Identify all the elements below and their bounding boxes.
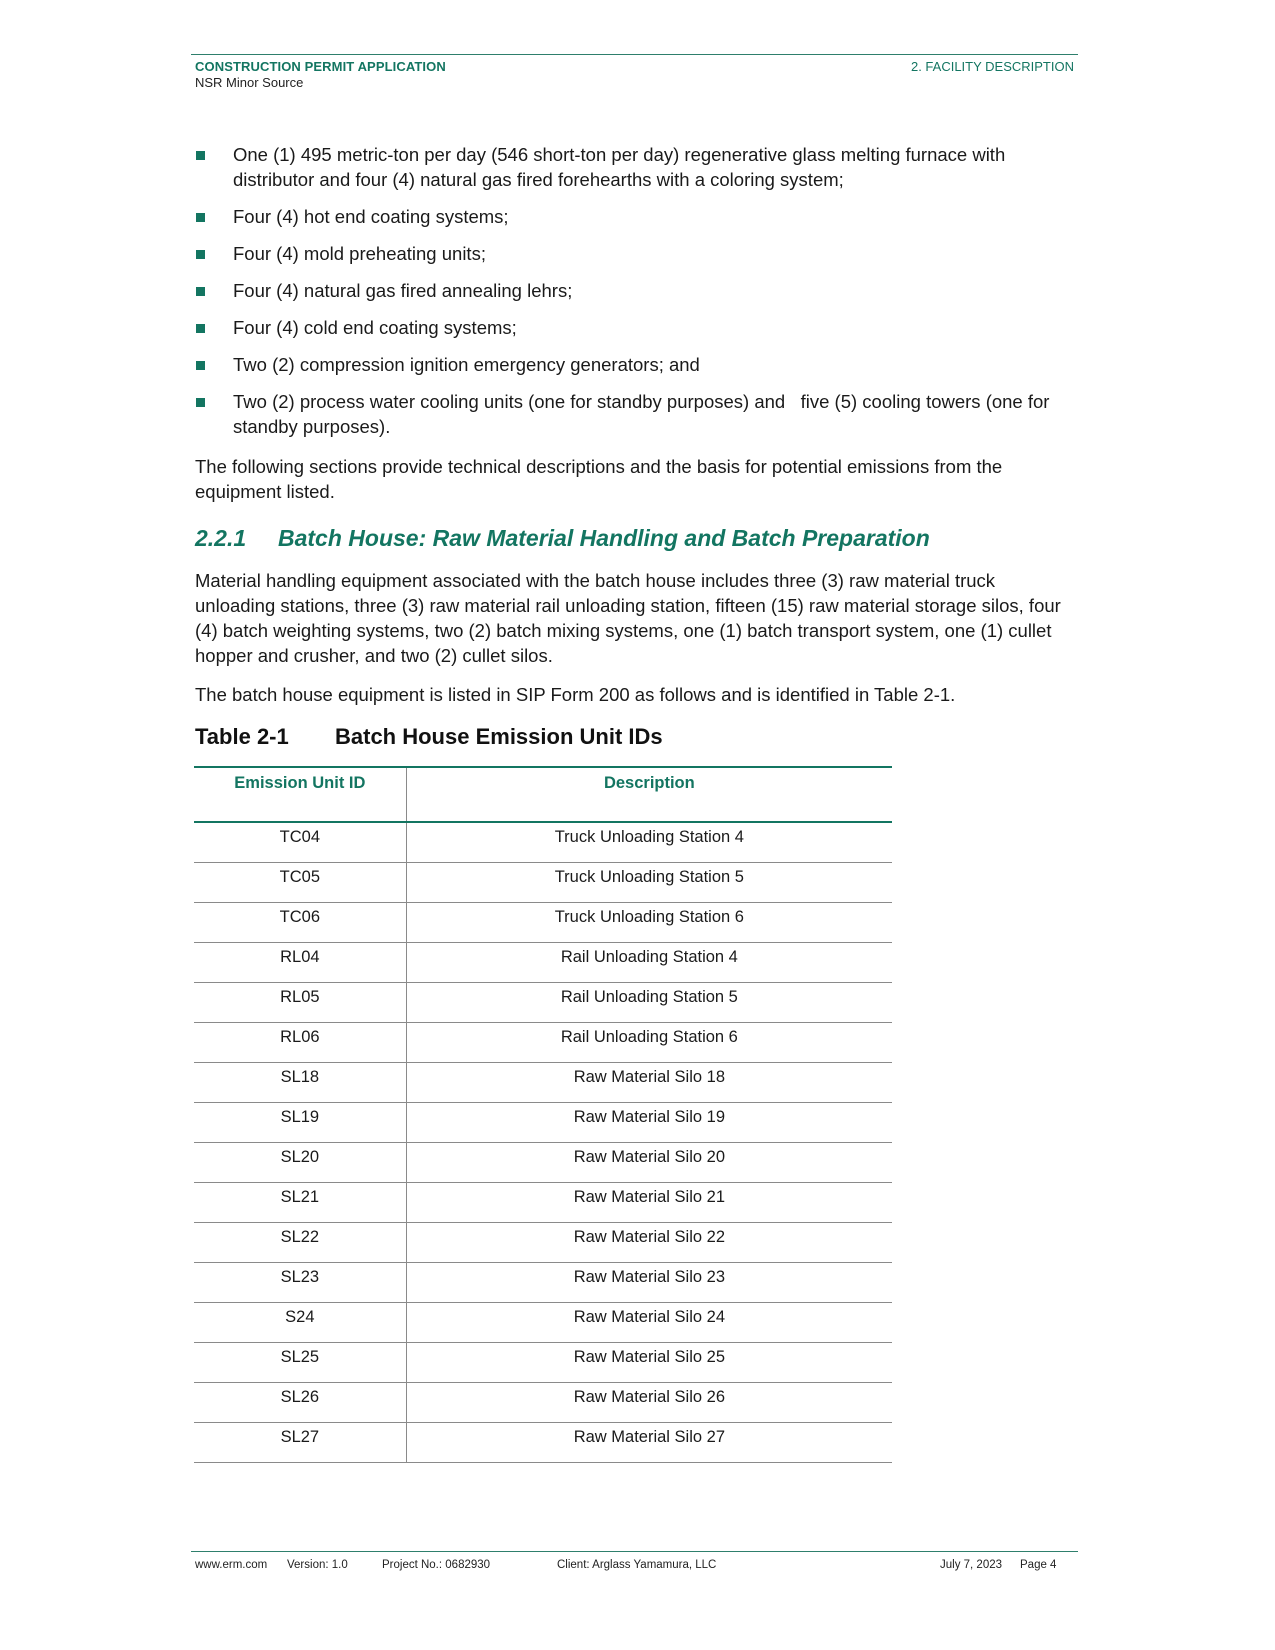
footer-project: Project No.: 0682930 <box>382 1559 491 1571</box>
emission-unit-table <box>194 766 892 1463</box>
cell-unit-id: SL20 <box>194 1142 406 1182</box>
cell-unit-id: RL04 <box>194 942 406 982</box>
section-title: Batch House: Raw Material Handling and Batch Preparation <box>278 525 930 551</box>
cell-description: Truck Unloading Station 5 <box>406 862 892 902</box>
table-row <box>194 1422 892 1462</box>
table-row <box>194 822 892 862</box>
cell-description: Raw Material Silo 22 <box>406 1222 892 1262</box>
cell-description: Rail Unloading Station 6 <box>406 1022 892 1062</box>
footer-page-number: Page 4 <box>1020 1559 1057 1571</box>
list-item: Four (4) natural gas fired annealing lehrs; <box>195 278 1075 303</box>
cell-description: Raw Material Silo 23 <box>406 1262 892 1302</box>
table-number: Table 2-1 <box>195 724 289 749</box>
equipment-list <box>195 142 1075 451</box>
section-number: 2.2.1 <box>195 525 247 551</box>
cell-description: Raw Material Silo 19 <box>406 1102 892 1142</box>
cell-unit-id: SL25 <box>194 1342 406 1382</box>
list-item: One (1) 495 metric-ton per day (546 short-ton per day) regenerative glass melting furnace with distributor and four (4) natural gas fired forehearths with a coloring system; <box>195 142 1075 192</box>
cell-unit-id: SL26 <box>194 1382 406 1422</box>
table-row <box>194 1302 892 1342</box>
header-section: 2. FACILITY DESCRIPTION <box>910 59 1074 74</box>
body-paragraph: Material handling equipment associated with the batch house includes three (3) raw material truck unloading stations, three (3) raw material rail unloading station, fifteen (15) raw material storage silos, four (4) batch weighting systems, two (2) batch mixing systems, one (1) batch transport system, one (1) cullet hopper and crusher, and two (2) cullet silos. <box>195 570 1061 666</box>
cell-unit-id: SL21 <box>194 1182 406 1222</box>
table-row <box>194 1022 892 1062</box>
column-header-description: Description <box>603 774 695 792</box>
cell-unit-id: TC05 <box>194 862 406 902</box>
table-caption <box>195 724 663 750</box>
table-row <box>194 1382 892 1422</box>
page-footer <box>191 1551 1078 1571</box>
bullet-square-icon <box>196 287 205 296</box>
table-body <box>194 822 892 1462</box>
header-title: CONSTRUCTION PERMIT APPLICATION <box>195 59 446 74</box>
table-title: Batch House Emission Unit IDs <box>335 724 663 749</box>
footer-client: Client: Arglass Yamamura, LLC <box>557 1559 717 1571</box>
cell-unit-id: SL23 <box>194 1262 406 1302</box>
table-row <box>194 1262 892 1302</box>
bullet-square-icon <box>196 213 205 222</box>
footer-website: www.erm.com <box>195 1559 268 1571</box>
cell-description: Raw Material Silo 18 <box>406 1062 892 1102</box>
cell-description: Raw Material Silo 24 <box>406 1302 892 1342</box>
cell-unit-id: SL22 <box>194 1222 406 1262</box>
cell-unit-id: SL18 <box>194 1062 406 1102</box>
list-item: Two (2) process water cooling units (one for standby purposes) and five (5) cooling towers (one for standby purposes). <box>195 389 1075 439</box>
cell-unit-id: TC06 <box>194 902 406 942</box>
table-row <box>194 902 892 942</box>
table-intro-paragraph: The batch house equipment is listed in SIP Form 200 as follows and is identified in Table 2-1. <box>195 684 956 705</box>
table-row <box>194 1182 892 1222</box>
table-row <box>194 982 892 1022</box>
table-row <box>194 1062 892 1102</box>
header-subtitle: NSR Minor Source <box>195 75 304 90</box>
intro-paragraph: The following sections provide technical descriptions and the basis for potential emissions from the equipment listed. <box>195 456 1003 502</box>
table-row <box>194 942 892 982</box>
bullet-square-icon <box>196 250 205 259</box>
list-item: Four (4) cold end coating systems; <box>195 315 1075 340</box>
cell-unit-id: SL27 <box>194 1422 406 1462</box>
table-row <box>194 1102 892 1142</box>
list-item: Four (4) mold preheating units; <box>195 241 1075 266</box>
bullet-square-icon <box>196 398 205 407</box>
cell-description: Rail Unloading Station 5 <box>406 982 892 1022</box>
footer-date: July 7, 2023 <box>940 1559 1003 1571</box>
cell-unit-id: S24 <box>194 1302 406 1342</box>
table-row <box>194 1342 892 1382</box>
cell-description: Raw Material Silo 26 <box>406 1382 892 1422</box>
cell-unit-id: TC04 <box>194 822 406 862</box>
cell-description: Raw Material Silo 21 <box>406 1182 892 1222</box>
cell-description: Truck Unloading Station 4 <box>406 822 892 862</box>
cell-unit-id: RL05 <box>194 982 406 1022</box>
bullet-square-icon <box>196 151 205 160</box>
cell-description: Raw Material Silo 25 <box>406 1342 892 1382</box>
list-item: Four (4) hot end coating systems; <box>195 204 1075 229</box>
bullet-square-icon <box>196 324 205 333</box>
cell-unit-id: SL19 <box>194 1102 406 1142</box>
footer-version: Version: 1.0 <box>287 1559 348 1571</box>
section-heading <box>195 525 930 552</box>
cell-description: Rail Unloading Station 4 <box>406 942 892 982</box>
table-row <box>194 1142 892 1182</box>
table-row <box>194 862 892 902</box>
cell-description: Raw Material Silo 20 <box>406 1142 892 1182</box>
cell-description: Raw Material Silo 27 <box>406 1422 892 1462</box>
cell-description: Truck Unloading Station 6 <box>406 902 892 942</box>
cell-unit-id: RL06 <box>194 1022 406 1062</box>
table-header-row <box>194 767 892 822</box>
bullet-square-icon <box>196 361 205 370</box>
list-item: Two (2) compression ignition emergency generators; and <box>195 352 1075 377</box>
table-row <box>194 1222 892 1262</box>
column-header-unit-id: Emission Unit ID <box>194 767 406 822</box>
page-header <box>191 54 1078 90</box>
